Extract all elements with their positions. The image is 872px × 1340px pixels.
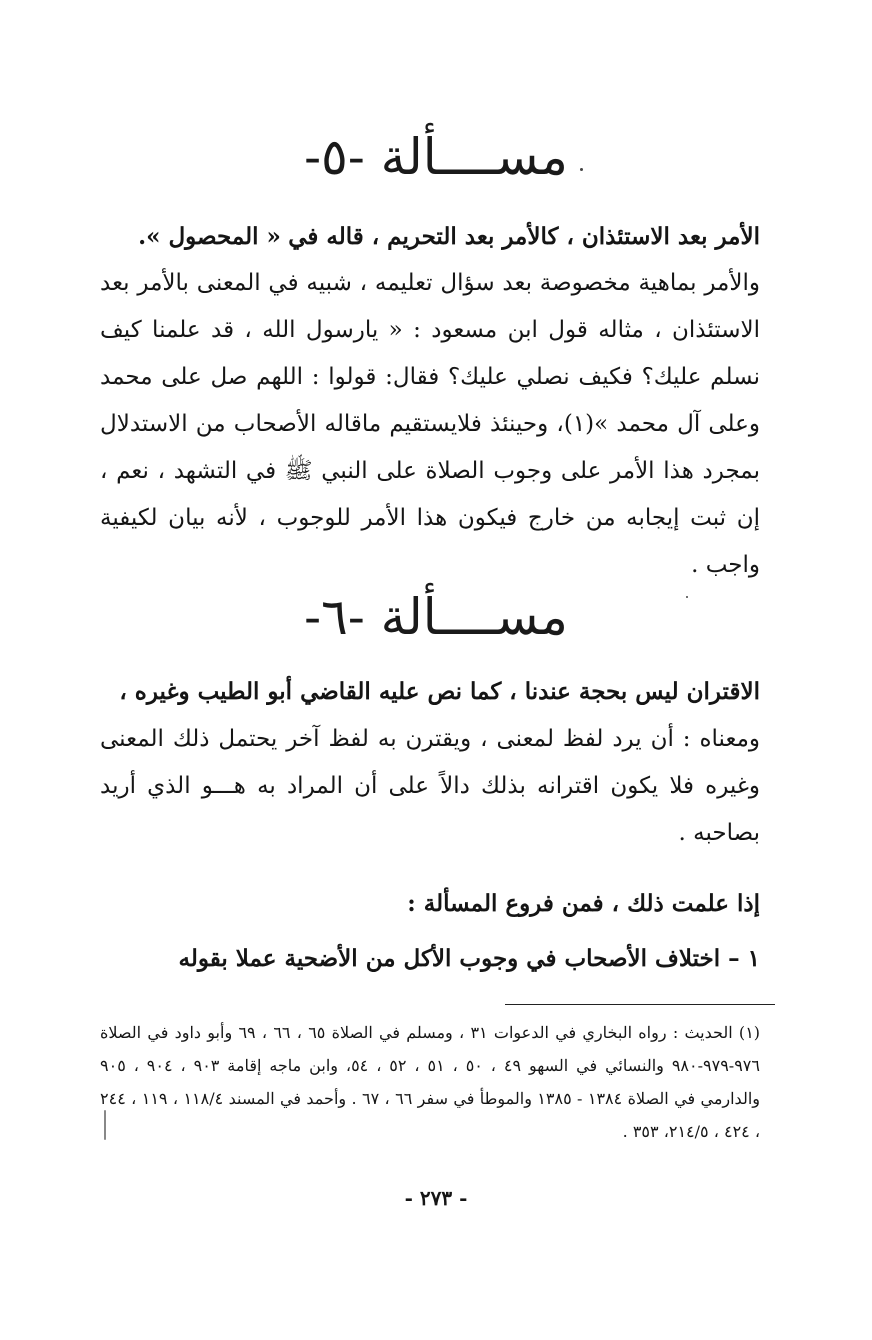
section-5-paragraph-2: والأمر بماهية مخصوصة بعد سؤال تعليمه ، شبيه في المعنى بالأمر بعد الاستئذان ، مثاله قول ابن مسعود : « يارسول الله ، قد علمنا كيف نسلم عليك؟ فكيف نصلي عليك؟ فقال: قولوا : اللهم صل على محمد وعلى آل محمد »(١)، وحينئذ فلايستقيم ماقاله الأصحاب من الاستدلال بمجرد هذا الأمر على وجوب الصلاة على النبي ﷺ في التشهد ، نعم ، إن ثبت إيجابه من خارج فيكون هذا الأمر للوجوب ، لأنه بيان لكيفية واجب . [100, 270, 761, 578]
branch-item-1: ١ – اختلاف الأصحاب في وجوب الأكل من الأضحية عملا بقوله [178, 945, 760, 972]
section-5-lead-text: الأمر بعد الاستئذان ، كالأمر بعد التحريم ، قاله في [288, 223, 760, 250]
scan-speck [104, 1110, 106, 1140]
section-6-paragraph-2: ومعناه : أن يرد لفظ لمعنى ، ويقترن به لفظ آخر يحتمل ذلك المعنى وغيره فلا يكون اقترانه بذلك دالاً على أن المراد به هـــو الذي أريد بصاحبه . [100, 726, 760, 846]
scan-speck [580, 168, 583, 171]
section-heading-6: مســــألة -٦- [304, 588, 568, 646]
section-5-citation: « المحصول ». [138, 223, 281, 250]
section-5-paragraph-1 [100, 213, 760, 261]
page-number: - ٢٧٣ - [404, 1186, 468, 1210]
section-heading-5: مســــألة -٥- [304, 128, 568, 186]
scan-speck [686, 596, 688, 598]
footnote-1: (١) الحديث : رواه البخاري في الدعوات ٣١ ، ومسلم في الصلاة ٦٥ ، ٦٦ ، ٦٩ وأبو داود في الصلاة ٩٧٦-٩٧٩-٩٨٠ والنسائي في السهو ٤٩ ، ٥٠ ، ٥١ ، ٥٢ ، ٥٤، وابن ماجه إقامة ٩٠٣ ، ٩٠٤ ، ٩٠٥ والدارمي في الصلاة ١٣٨٤ - ١٣٨٥ والموطأ في سفر ٦٦ ، ٦٧ . وأحمد في المسند ١١٨/٤ ، ١١٩ ، ٢٤٤ ، ٤٢٤ ، ٢١٤/٥، ٣٥٣ . [100, 1023, 761, 1141]
footnote-divider [505, 1004, 775, 1005]
branches-intro: إذا علمت ذلك ، فمن فروع المسألة : [407, 890, 760, 917]
section-6-paragraph-1: الاقتران ليس بحجة عندنا ، كما نص عليه القاضي أبو الطيب وغيره ، [119, 678, 760, 705]
